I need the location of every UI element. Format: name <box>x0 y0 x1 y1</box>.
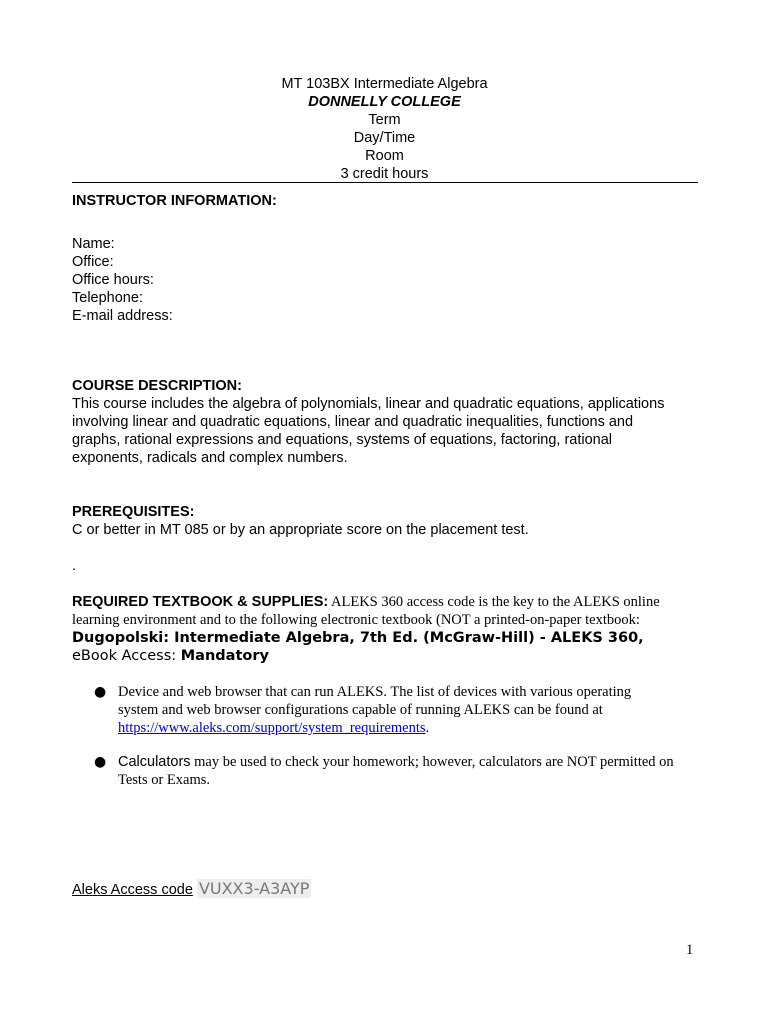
list-item <box>72 753 702 789</box>
bullet-icon: ● <box>94 754 107 770</box>
credit-hours: 3 credit hours <box>340 166 429 182</box>
textbook-title: Dugopolski: Intermediate Algebra, 7th Ed. (McGraw-Hill) - ALEKS 360, <box>72 630 644 646</box>
term-label: Term <box>368 112 401 128</box>
course-header <box>72 75 697 183</box>
course-description-line: involving linear and quadratic equations, linear and quadratic inequalities, functions and <box>72 414 634 430</box>
instructor-heading: INSTRUCTOR INFORMATION: <box>72 193 277 209</box>
instructor-office-hours-field: Office hours: <box>72 272 154 288</box>
course-description-section <box>72 377 702 467</box>
calculators-label: Calculators <box>118 754 191 770</box>
instructor-email-field: E-mail address: <box>72 308 173 324</box>
day-time-label: Day/Time <box>353 130 416 146</box>
prerequisites-section <box>72 503 702 539</box>
textbook-intro-line: learning environment and to the following electronic textbook (NOT a printed-on-paper textbook: <box>72 612 640 628</box>
course-description-heading: COURSE DESCRIPTION: <box>72 378 242 394</box>
ebook-access-label: eBook Access: <box>72 648 181 664</box>
ebook-access-line <box>72 647 702 665</box>
ebook-access-value: Mandatory <box>180 648 269 664</box>
course-description-line: graphs, rational expressions and equations, systems of equations, factoring, rational <box>72 432 613 448</box>
course-title: MT 103BX Intermediate Algebra <box>281 76 488 92</box>
course-description-line: This course includes the algebra of polynomials, linear and quadratic equations, applications <box>72 396 665 412</box>
aleks-access-code <box>72 878 311 901</box>
prerequisites-text: C or better in MT 085 or by an appropriate score on the placement test. <box>72 522 529 538</box>
aleks-access-code-value[interactable]: VUXX3-A3AYP <box>198 879 310 898</box>
textbook-heading: REQUIRED TEXTBOOK & SUPPLIES: <box>72 594 329 610</box>
calculators-text: may be used to check your homework; however, calculators are NOT permitted on <box>190 754 674 770</box>
separator-dot: . <box>72 558 77 574</box>
college-name: DONNELLY COLLEGE <box>308 94 461 110</box>
textbook-intro-line: ALEKS 360 access code is the key to the ALEKS online <box>328 594 660 610</box>
instructor-office-field: Office: <box>72 254 114 270</box>
textbook-section <box>72 593 702 665</box>
instructor-name-field: Name: <box>72 236 115 252</box>
room-label: Room <box>365 148 404 164</box>
link-suffix: . <box>425 720 430 736</box>
instructor-telephone-field: Telephone: <box>72 290 143 306</box>
header-divider <box>72 182 698 183</box>
prerequisites-heading: PREREQUISITES: <box>72 504 195 520</box>
device-text-line: Device and web browser that can run ALEKS. The list of devices with various operating <box>118 684 632 700</box>
bullet-icon: ● <box>94 684 107 700</box>
course-description-line: exponents, radicals and complex numbers. <box>72 450 348 466</box>
system-requirements-link[interactable]: https://www.aleks.com/support/system_requirements <box>118 720 426 736</box>
instructor-fields <box>72 235 702 325</box>
calculators-text-line: Tests or Exams. <box>118 772 211 788</box>
aleks-access-code-label: Aleks Access code <box>72 882 193 898</box>
page-number: 1 <box>686 942 694 958</box>
device-text-line: system and web browser configurations capable of running ALEKS can be found at <box>118 702 603 718</box>
list-item <box>72 683 702 737</box>
